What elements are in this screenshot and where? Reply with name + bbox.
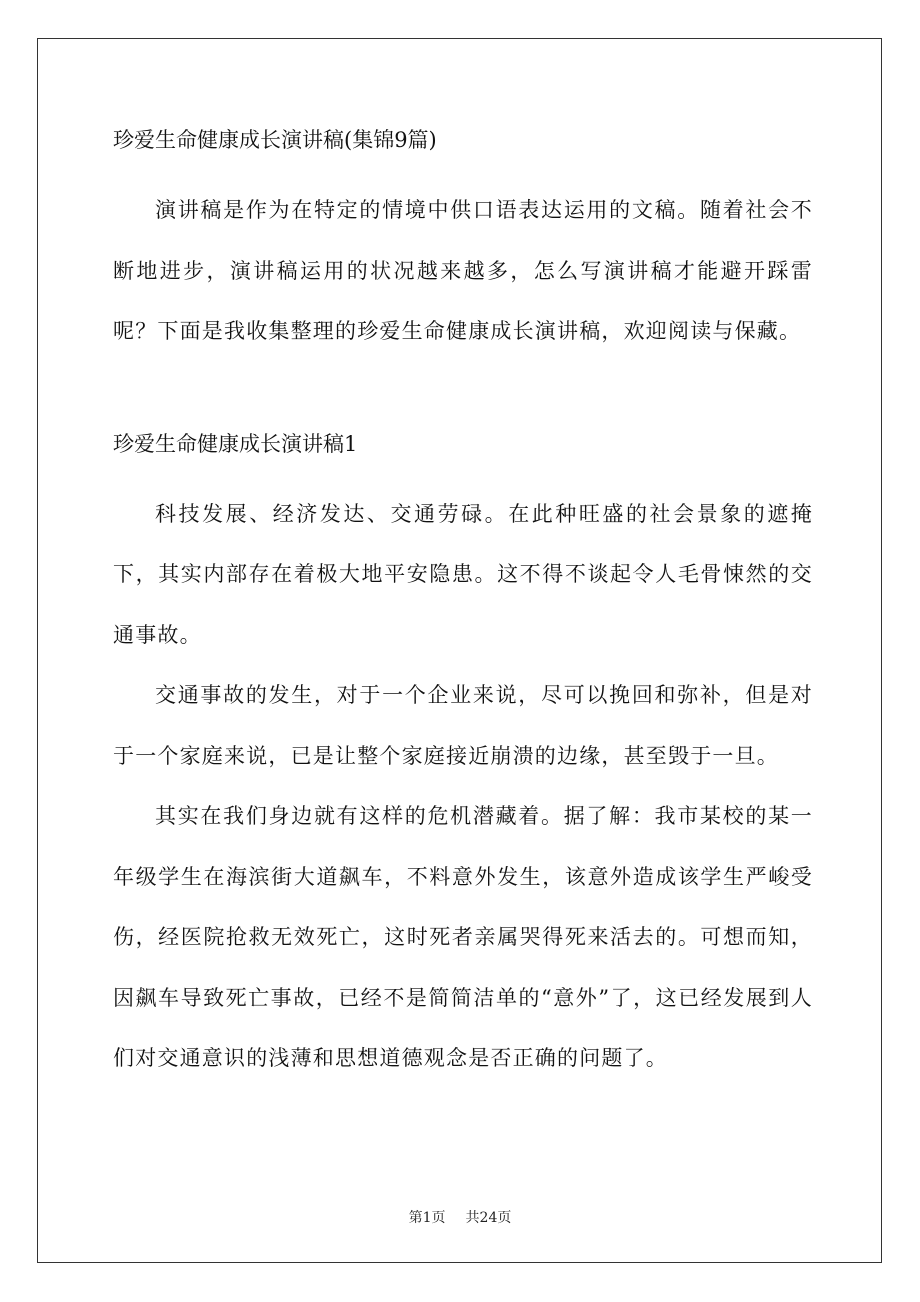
section-heading: 珍爱生命健康成长演讲稿1	[113, 431, 358, 456]
page-footer	[0, 1207, 920, 1227]
document-title: 珍爱生命健康成长演讲稿(集锦9篇)	[113, 128, 437, 152]
intro-paragraph: 演讲稿是作为在特定的情境中供口语表达运用的文稿。随着社会不断地进步，演讲稿运用的状况越来越多，怎么写演讲稿才能避开踩雷呢？下面是我收集整理的珍爱生命健康成长演讲稿，欢迎阅读与保藏。	[113, 198, 813, 343]
page-number: 第1页	[408, 1210, 446, 1226]
spacer	[113, 162, 813, 180]
spacer	[113, 466, 813, 484]
spacer	[113, 362, 813, 422]
page-total: 共24页	[465, 1210, 512, 1226]
document-body	[113, 118, 813, 1089]
body-paragraph-2: 交通事故的发生，对于一个企业来说，尽可以挽回和弥补，但是对于一个家庭来说，已是让整个家庭接近崩溃的边缘，甚至毁于一旦。	[113, 683, 813, 768]
body-paragraph-1: 科技发展、经济发达、交通劳碌。在此种旺盛的社会景象的遮掩下，其实内部存在着极大地平安隐患。这不得不谈起令人毛骨悚然的交通事故。	[113, 501, 813, 647]
body-paragraph-3: 其实在我们身边就有这样的危机潜藏着。据了解：我市某校的某一年级学生在海滨街大道飙车，不料意外发生，该意外造成该学生严峻受伤，经医院抢救无效死亡，这时死者亲属哭得死来活去的。可想而知，因飙车导致死亡事故，已经不是简简洁单的“意外”了，这已经发展到人们对交通意识的浅薄和思想道德观念是否正确的问题了。	[113, 804, 813, 1070]
